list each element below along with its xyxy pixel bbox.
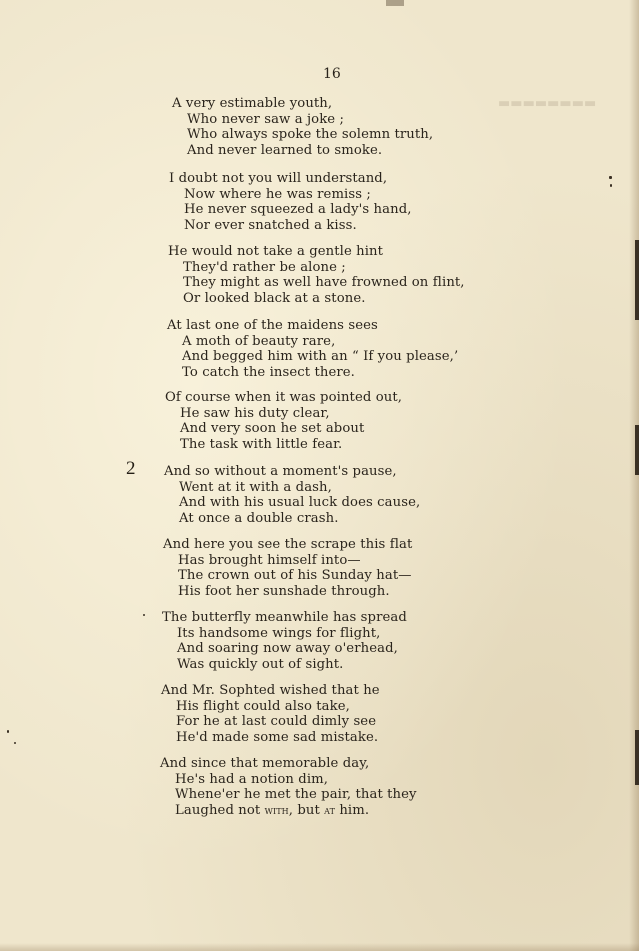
stanza-2 <box>169 171 589 234</box>
poem-line: The crown out of his Sunday hat— <box>178 568 412 584</box>
poem-line: They'd rather be alone ; <box>183 259 346 275</box>
small-caps-emphasis-with: with <box>264 804 289 818</box>
poem-line: His foot her sunshade through. <box>178 584 390 600</box>
page-bottom-shadow <box>0 943 639 951</box>
poem-line: Now where he was remiss ; <box>184 186 371 202</box>
poem-line: He saw his duty clear, <box>180 405 330 421</box>
poem-line: A moth of beauty rare, <box>182 333 336 349</box>
poem-line: Who never saw a joke ; <box>187 111 345 127</box>
binding-mark <box>635 240 639 320</box>
binding-mark <box>635 730 639 785</box>
ink-speck <box>609 176 612 179</box>
poem-line: Its handsome wings for flight, <box>177 625 381 641</box>
poem-line: At once a double crash. <box>179 511 339 527</box>
poem-line: Or looked black at a stone. <box>183 291 366 307</box>
poem-line: And since that memorable day, <box>160 756 370 771</box>
ink-speck <box>7 730 9 733</box>
poem-line: And here you see the scrape this flat <box>163 537 413 552</box>
poem-line: Was quickly out of sight. <box>177 657 344 673</box>
poem-line: He'd made some sad mistake. <box>176 730 379 746</box>
ink-speck <box>14 742 16 744</box>
stanza-9 <box>161 683 581 746</box>
stanza-1 <box>172 96 592 159</box>
poem-line: His flight could also take, <box>176 698 350 714</box>
stanza-3 <box>168 244 588 307</box>
poem-line: Who always spoke the solemn truth, <box>187 127 434 143</box>
poem-line: He's had a notion dim, <box>175 771 329 787</box>
small-caps-emphasis-at: at <box>324 804 336 818</box>
poem-line: And Mr. Sophted wished that he <box>161 683 380 698</box>
page-edge-shadow <box>629 0 639 951</box>
poem-line: And soaring now away o'erhead, <box>177 641 398 657</box>
poem-line: Of course when it was pointed out, <box>165 390 403 405</box>
stanza-5 <box>165 390 585 453</box>
final-line-text-2: , but <box>288 803 325 819</box>
poem-line: And with his usual luck does cause, <box>179 495 421 511</box>
poem-line: To catch the insect there. <box>182 365 355 381</box>
poem-line: And so without a moment's pause, <box>164 464 397 479</box>
poem-line: Nor ever snatched a kiss. <box>184 218 357 234</box>
stanza-7 <box>163 537 583 600</box>
stanza-6 <box>164 464 584 527</box>
poem-line: The butterfly meanwhile has spread <box>162 610 407 625</box>
poem-line: I doubt not you will understand, <box>169 171 388 186</box>
poem-line: The task with little fear. <box>180 437 343 453</box>
poem-line: They might as well have frowned on flint, <box>183 275 465 291</box>
poem-line: Whene'er he met the pair, that they <box>175 787 417 803</box>
poem-line: A very estimable youth, <box>172 96 333 111</box>
stanza-4 <box>167 318 587 381</box>
poem-line: And begged him with an “ If you please,’ <box>182 349 459 365</box>
poem-line: He never squeezed a lady's hand, <box>184 202 412 218</box>
poem-line: Has brought himself into— <box>178 552 361 568</box>
page-top-blemish <box>386 0 404 6</box>
stanza-8 <box>162 610 582 673</box>
section-number: 2 <box>126 458 136 479</box>
poem-line: At last one of the maidens sees <box>167 318 378 333</box>
page-number: 16 <box>323 66 341 82</box>
final-line-text-3: him. <box>335 803 370 819</box>
poem-line: And never learned to smoke. <box>187 143 383 159</box>
binding-mark <box>635 425 639 475</box>
poem-line: For he at last could dimly see <box>176 714 377 730</box>
poem-line-final <box>160 803 580 819</box>
poem-line: Went at it with a dash, <box>179 479 332 495</box>
poem-line: And very soon he set about <box>180 421 365 437</box>
ink-speck <box>610 184 612 187</box>
final-line-text-1: Laughed not <box>175 803 265 819</box>
bleed-through-shadow: ▬▬▬▬▬▬▬▬ <box>498 96 597 111</box>
ink-speck <box>143 614 145 616</box>
stanza-10 <box>160 756 580 819</box>
poem-line: He would not take a gentle hint <box>168 244 384 259</box>
